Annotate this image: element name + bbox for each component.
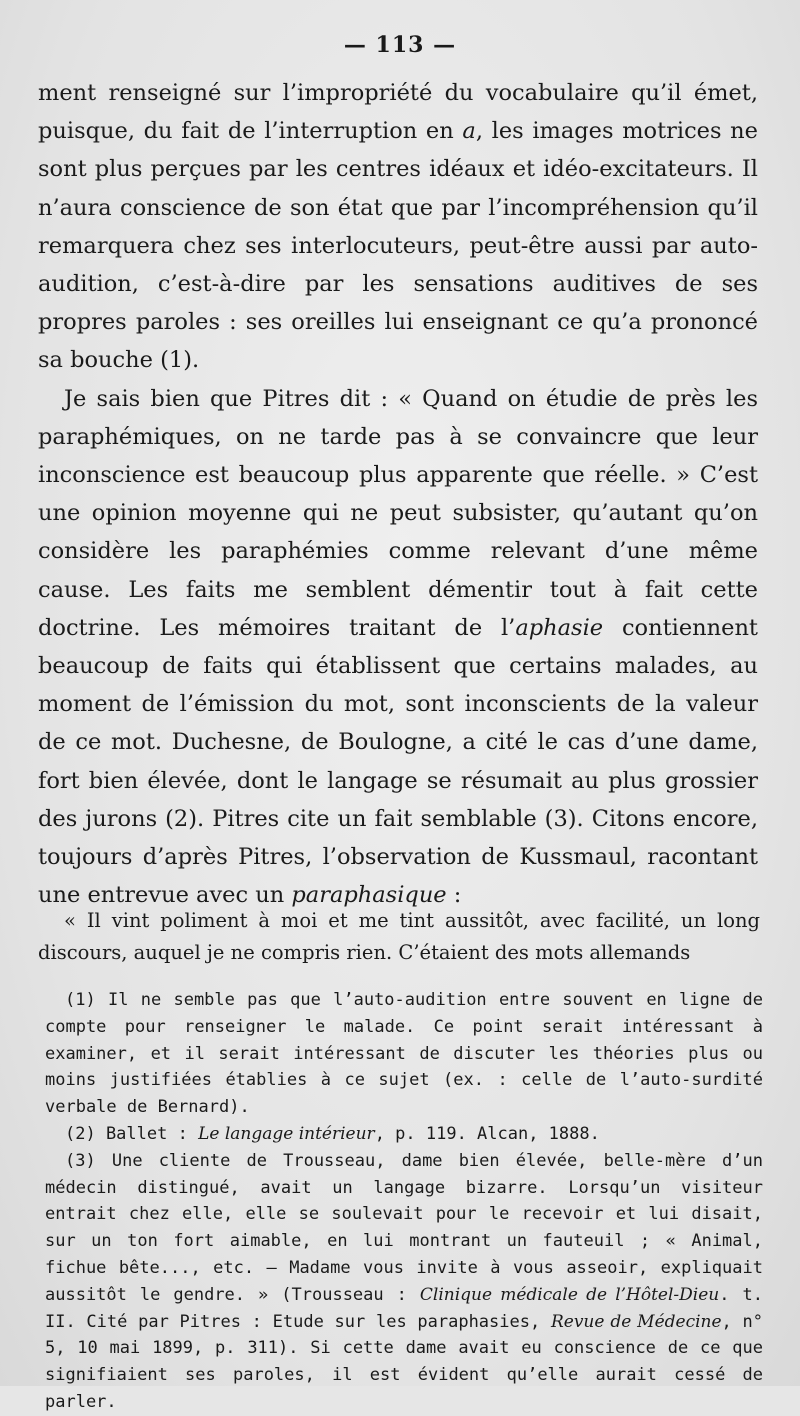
footnote-2-part-a: (2) Ballet : <box>65 1123 199 1144</box>
footnote-3-title: Clinique médicale de l’Hôtel-Dieu <box>419 1284 720 1305</box>
quotation: « Il vint poliment à moi et me tint aussitôt, avec facilité, un long discours, auquel je ne compris rien. C’étaient des mots allemands <box>38 909 760 964</box>
footnote-3-part-b: . t. II. Cité par Pitres : Etude sur les paraphasies, <box>45 1284 763 1332</box>
footnotes <box>45 987 763 1416</box>
footnote-3 <box>45 1148 763 1416</box>
footnote-3-journal: Revue de Médecine <box>550 1311 722 1332</box>
paragraph-1-part-a: ment renseigné sur l’impropriété du vocabulaire qu’il émet, puisque, du fait de l’interruption en <box>38 80 758 145</box>
footnote-2-title: Le langage intérieur <box>198 1123 375 1144</box>
page-number: — 113 — <box>343 32 457 58</box>
term-aphasie: aphasie <box>515 614 604 641</box>
paragraph-2-part-b: contiennent beaucoup de faits qui établissent que certains malades, au moment de l’émission du mot, sont inconscients de la valeur de ce mot. Duchesne, de Boulogne, a cité le cas d’une dame, fort bien élevée, dont le langage se résumait au plus grossier des jurons (2). Pitres cite un fait semblable (3). Citons encore, toujours d’après Pitres, l’observation de Kussmaul, racontant une entrevue avec un <box>38 614 758 909</box>
paragraph-2-part-c: : <box>446 882 462 909</box>
paragraph-2-part-a: Je sais bien que Pitres dit : « Quand on étudie de près les paraphémiques, on ne tarde pas à se convaincre que leur inconscience est beaucoup plus apparente que réelle. » C’est une opinion moyenne qui ne peut subsister, qu’autant qu’on considère les paraphémies comme relevant d’une même cause. Les faits me semblent démentir tout à fait cette doctrine. Les mémoires traitant de l’ <box>38 385 758 641</box>
paragraph-2 <box>38 380 758 915</box>
footnote-3-part-c: , n° 5, 10 mai 1899, p. 311). Si cette dame avait eu conscience de ce que signifiaient ses paroles, il est évident qu’elle aurait cessé de parler. <box>45 1311 763 1412</box>
footnote-2 <box>45 1121 763 1148</box>
footnote-1: (1) Il ne semble pas que l’auto-audition entre souvent en ligne de compte pour renseigner le malade. Ce point serait intéressant à examiner, et il serait intéressant de discuter les théories plus ou moins justifiées établies à ce sujet (ex. : celle de l’auto-surdité verbale de Bernard). <box>45 990 763 1118</box>
paragraph-1 <box>38 74 758 380</box>
footnote-3-part-a: (3) Une cliente de Trousseau, dame bien élevée, belle-mère d’un médecin distingué, avait un langage bizarre. Lorsqu’un visiteur entrait chez elle, elle se soulevait pour le recevoir et lui disait, sur un ton fort aimable, en lui montrant un fauteuil ; « Animal, fichue bête..., etc. — Madame vous invite à vous asseoir, expliquait aussitôt le gendre. » (Trousseau : <box>45 1150 763 1305</box>
term-paraphasique: paraphasique <box>291 882 447 909</box>
footnote-2-part-b: , p. 119. Alcan, 1888. <box>374 1123 600 1144</box>
variable-a: a <box>462 118 476 145</box>
paragraph-1-part-b: , les images motrices ne sont plus perçues par les centres idéaux et idéo-excitateurs. Il n’aura conscience de son état que par l’incompréhension qu’il remarquera chez ses interlocuteurs, peut-être aussi par auto-audition, c’est-à-dire par les sensations auditives de ses propres paroles : ses oreilles lui enseignant ce qu’a prononcé sa bouche (1). <box>38 118 758 374</box>
main-text <box>38 74 758 914</box>
